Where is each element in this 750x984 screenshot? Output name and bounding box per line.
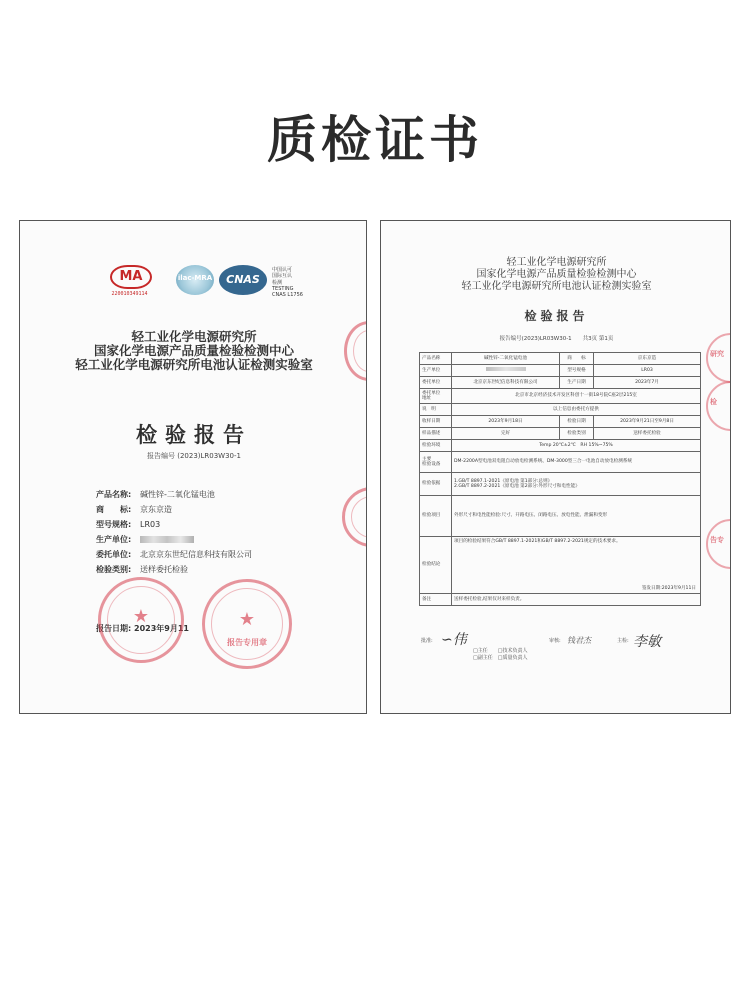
review-signature: 钱君杰 (567, 636, 591, 645)
ilac-mra-logo: ilac-MRA (176, 265, 214, 295)
table-row: 委托单位 地址 北京市北京经济技术开发区科创十一街18号院C座2层215室 (420, 389, 701, 404)
blurred-value (486, 367, 526, 371)
table-row: 收样日期 2023年9月18日 检验日期 2023年9月21日至9月8日 (420, 416, 701, 428)
approve-signature: ∽伟 (441, 632, 467, 648)
certification-logos (102, 263, 322, 303)
edge-seal-3: 告专 (706, 519, 731, 569)
field-model: 型号规格: LR03 (96, 520, 161, 529)
org-line-1: 轻工业化学电源研究所 (506, 257, 607, 268)
report-number: 报告编号 (2023)LR03W30-1 (147, 452, 241, 460)
edge-seal-2: 检 (706, 381, 731, 431)
field-test-type: 检验类别: 送样委托检验 (96, 565, 188, 574)
table-row: 样品描述 完好 检验类别 送样委托检验 (420, 428, 701, 440)
table-row: 产品名称 碱性锌-二氧化锰电池 商 标 京东京造 (420, 353, 701, 365)
table-row: 说 明 以上信息由委托方提供 (420, 404, 701, 416)
table-row: 检验依据 1.GB/T 8897.1-2021《原电池 第1部分:总则》 2.GB/T 8897.2-2021《原电池 第2部分:外形尺寸和电性能》 (420, 473, 701, 496)
table-row: 检验环境 Temp 20℃±2℃ RH 15%~75% (420, 440, 701, 452)
cnas-caption: 中国认可 国际互认 检测 TESTING CNAS L1756 (272, 267, 303, 299)
org-line-2: 国家化学电源产品质量检验检测中心 (476, 269, 637, 280)
report-cover-page (19, 220, 367, 714)
issue-date: 签发日期:2023年9月11日 (641, 585, 696, 591)
edge-seal-1: 研究 (706, 333, 731, 383)
org-line-1: 轻工业化学电源研究所 (131, 329, 257, 344)
main-test-label: 主检: (617, 638, 629, 644)
approve-label: 批准: (421, 638, 433, 644)
cnas-logo: CNAS (219, 265, 267, 295)
red-seal-2: ★ 报告专用章 (202, 579, 292, 669)
table-row: 检验结论 项目的检验结果符合GB/T 8897.1-2021和GB/T 8897.2-2021规定的技术要求。 签发日期:2023年9月11日 (420, 537, 701, 594)
field-product-name: 产品名称: 碱性锌-二氧化锰电池 (96, 490, 215, 499)
cma-logo (102, 263, 157, 301)
org-line-2: 国家化学电源产品质量检验检测中心 (93, 343, 294, 358)
field-brand: 商 标: 京东京造 (96, 505, 172, 514)
report-table (419, 352, 701, 606)
table-row: 委托单位 北京京东世纪信息科技有限公司 生产日期 2023年7月 (420, 377, 701, 389)
report-date: 报告日期: 2023年9月11 (96, 624, 189, 633)
table-row: 主要 检验设备 DM-2200A型电池双电阻自动放电检测系统、DM-3000型三合一电池自动放电检测系统 (420, 452, 701, 473)
table-row: 检验项目 外形尺寸和电性能检验:尺寸、开路电压、闭路电压、放电性能、泄漏和变形 (420, 496, 701, 537)
ma-mark: MA (110, 265, 152, 289)
page-heading: 质检证书 (267, 111, 483, 169)
report-number: 报告编号(2023)LR03W30-1 共3页 第1页 (499, 336, 614, 342)
report-detail-page (380, 220, 731, 714)
red-seal-1: ★ (98, 577, 184, 663)
main-test-signature: 李敏 (633, 634, 661, 650)
field-client: 委托单位: 北京京东世纪信息科技有限公司 (96, 550, 252, 559)
table-row: 生产单位 型号规格 LR03 (420, 365, 701, 377)
blurred-value (140, 536, 194, 543)
org-line-3: 轻工业化学电源研究所电池认证检测实验室 (75, 357, 313, 372)
field-producer: 生产单位: (96, 534, 194, 545)
approve-roles: □主任 □技术负责人 □副主任 □质量负责人 (473, 648, 528, 661)
report-title: 检验报告 (136, 423, 252, 447)
table-row: 备注 送样委托检验,结果仅对来样负责。 (420, 594, 701, 606)
org-line-3: 轻工业化学电源研究所电池认证检测实验室 (461, 281, 652, 292)
ma-number: 220010349114 (111, 291, 148, 297)
review-label: 审核: (549, 638, 561, 644)
report-title: 检验报告 (524, 309, 589, 323)
red-seal-edge (342, 487, 367, 547)
